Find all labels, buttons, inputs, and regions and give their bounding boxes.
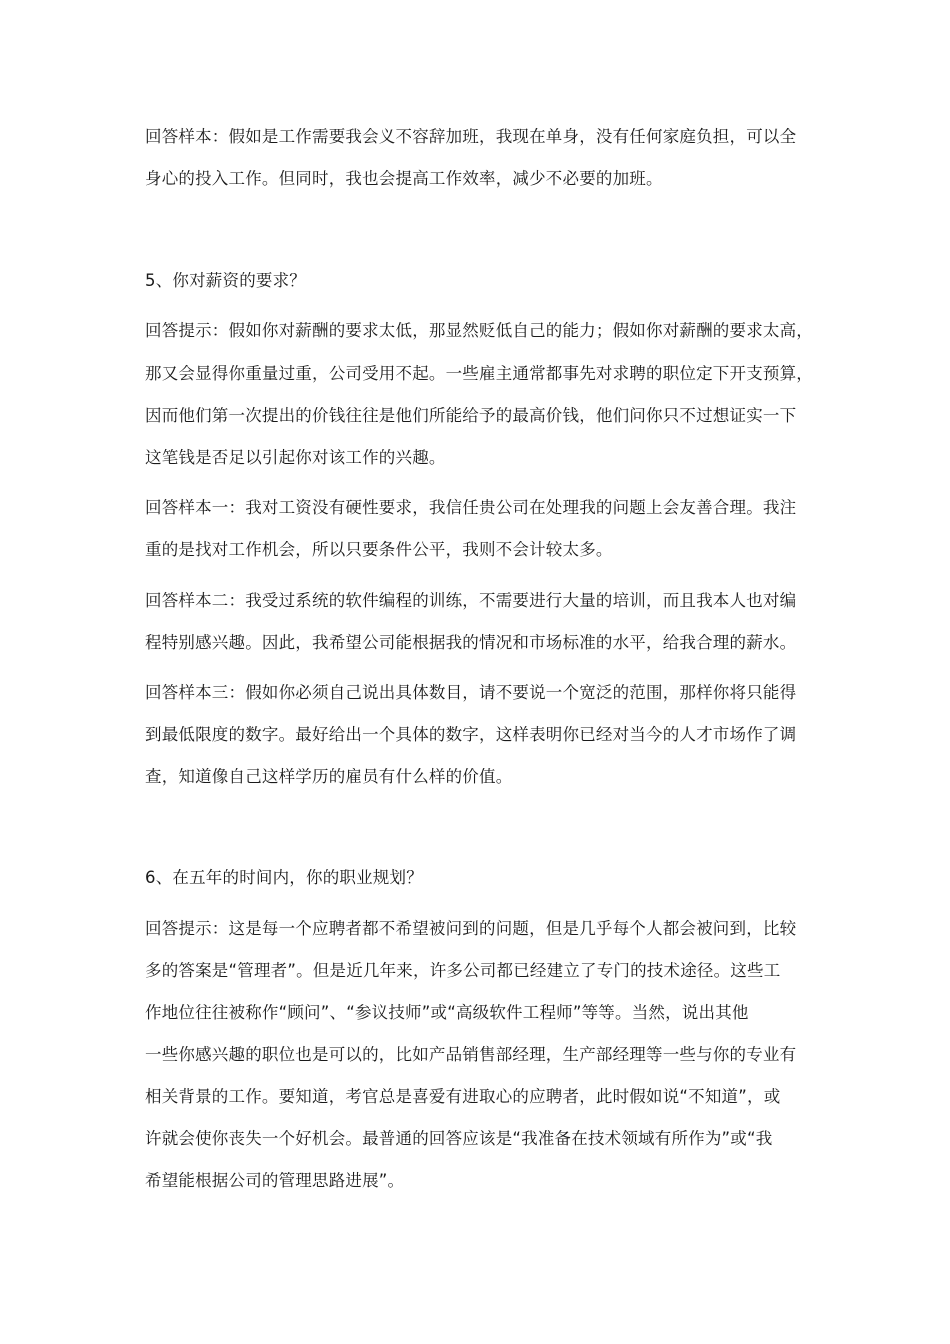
paragraph-line: 回答样本二：我受过系统的软件编程的训练，不需要进行大量的培训，而且我本人也对编 xyxy=(145,591,797,610)
paragraph-line: 回答样本三：假如你必须自己说出具体数目，请不要说一个宽泛的范围，那样你将只能得 xyxy=(145,683,797,702)
paragraph-line: 重的是找对工作机会，所以只要条件公平，我则不会计较太多。 xyxy=(145,540,613,559)
paragraph-line: 因而他们第一次提出的价钱往往是他们所能给予的最高价钱，他们问你只不过想证实一下 xyxy=(145,406,797,425)
paragraph-line: 回答样本一：我对工资没有硬性要求，我信任贵公司在处理我的问题上会友善合理。我注 xyxy=(145,498,797,517)
paragraph-line: 多的答案是“管理者”。但是近几年来，许多公司都已经建立了专门的技术途径。这些工 xyxy=(145,961,781,980)
question-heading: 5、你对薪资的要求？ xyxy=(145,271,306,290)
paragraph-line: 回答样本：假如是工作需要我会义不容辞加班，我现在单身，没有任何家庭负担，可以全 xyxy=(145,127,797,146)
paragraph-line: 那又会显得你重量过重，公司受用不起。一些雇主通常都事先对求聘的职位定下开支预算， xyxy=(145,364,813,383)
paragraph-line: 相关背景的工作。要知道，考官总是喜爱有进取心的应聘者，此时假如说“不知道”，或 xyxy=(145,1087,781,1106)
paragraph-line: 作地位往往被称作“顾问”、“参议技师”或“高级软件工程师”等等。当然，说出其他 xyxy=(145,1003,749,1022)
paragraph-line: 查，知道像自己这样学历的雇员有什么样的价值。 xyxy=(145,767,513,786)
paragraph-line: 许就会使你丧失一个好机会。最普通的回答应该是“我准备在技术领域有所作为”或“我 xyxy=(145,1129,773,1148)
paragraph-line: 身心的投入工作。但同时，我也会提高工作效率，减少不必要的加班。 xyxy=(145,169,663,188)
paragraph-line: 回答提示：假如你对薪酬的要求太低，那显然贬低自己的能力；假如你对薪酬的要求太高， xyxy=(145,321,813,340)
paragraph-line: 希望能根据公司的管理思路进展”。 xyxy=(145,1171,405,1190)
question-heading: 6、在五年的时间内，你的职业规划？ xyxy=(145,868,423,887)
paragraph-line: 回答提示：这是每一个应聘者都不希望被问到的问题，但是几乎每个人都会被问到，比较 xyxy=(145,919,797,938)
paragraph-line: 一些你感兴趣的职位也是可以的，比如产品销售部经理，生产部经理等一些与你的专业有 xyxy=(145,1045,797,1064)
paragraph-line: 这笔钱是否足以引起你对该工作的兴趣。 xyxy=(145,448,446,467)
paragraph-line: 程特别感兴趣。因此，我希望公司能根据我的情况和市场标准的水平，给我合理的薪水。 xyxy=(145,633,797,652)
paragraph-line: 到最低限度的数字。最好给出一个具体的数字，这样表明你已经对当今的人才市场作了调 xyxy=(145,725,797,744)
